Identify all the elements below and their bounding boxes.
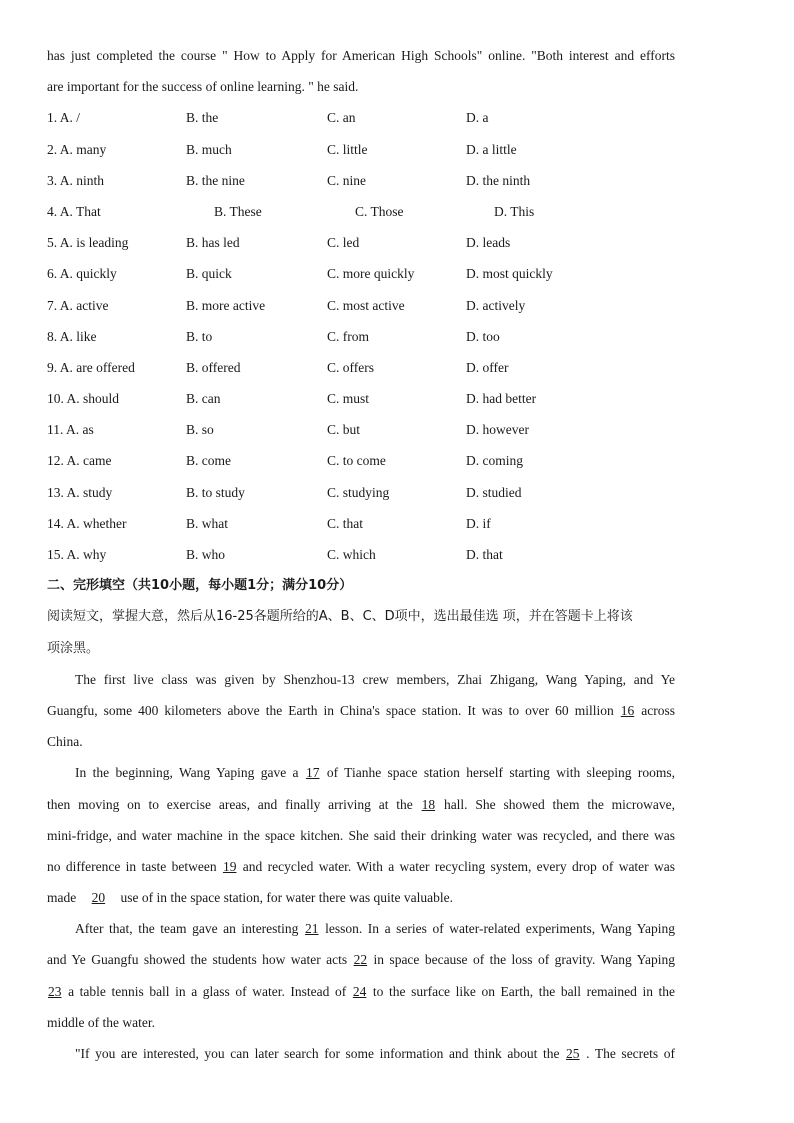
option-row-6	[47, 258, 675, 289]
option-row-7	[47, 290, 675, 321]
option-b: B. what	[186, 515, 228, 531]
option-a: 13. A. study	[47, 484, 113, 500]
option-a: 3. A. ninth	[47, 172, 105, 188]
document-page	[47, 40, 675, 1069]
option-a: 1. A. /	[47, 110, 81, 126]
option-a: 6. A. quickly	[47, 266, 117, 282]
option-b: B. can	[186, 391, 221, 407]
option-row-9	[47, 352, 675, 383]
option-a: 11. A. as	[47, 422, 94, 438]
option-c: C. nine	[327, 172, 366, 188]
option-d: D. too	[466, 328, 500, 344]
blank-20: 20	[91, 890, 106, 906]
option-d: D. most quickly	[466, 266, 553, 282]
option-row-15	[47, 539, 675, 570]
option-b: B. quick	[186, 266, 232, 282]
option-a: 10. A. should	[47, 391, 120, 407]
option-c: C. that	[327, 515, 363, 531]
passage-text: to the surface like on Earth, the ball remained in the	[372, 983, 675, 999]
passage-text: "If you are interested, you can later search for some information and think about the	[75, 1046, 560, 1061]
option-row-5	[47, 227, 675, 258]
passage-line	[47, 913, 675, 944]
options-list	[47, 102, 675, 570]
option-c: C. more quickly	[327, 266, 415, 282]
option-d: D. however	[466, 422, 529, 438]
option-b: B. the nine	[186, 172, 245, 188]
option-d: D. leads	[466, 235, 511, 251]
option-c: C. an	[327, 110, 356, 126]
option-d: D. had better	[466, 391, 537, 407]
option-row-12	[47, 445, 675, 476]
option-d: D. This	[494, 203, 535, 219]
option-row-1	[47, 102, 675, 133]
blank-18: 18	[421, 796, 436, 812]
option-d: D. offer	[466, 359, 509, 375]
option-d: D. coming	[466, 453, 523, 469]
section-instructions-line-2: 项涂黑。	[47, 640, 100, 656]
passage-line	[47, 944, 675, 975]
option-c: C. from	[327, 328, 369, 344]
option-d: D. that	[466, 547, 503, 562]
option-c: C. which	[327, 547, 376, 562]
passage-text: and Ye Guangfu showed the students how water acts	[47, 952, 348, 968]
option-d: D. a little	[466, 141, 517, 157]
option-c: C. most active	[327, 297, 405, 313]
blank-25: 25	[566, 1046, 580, 1061]
section-heading: 二、完形填空（共10小题，每小题1分；满分10分）	[47, 578, 353, 594]
option-b: B. These	[214, 203, 262, 219]
passage-text: lesson. In a series of water-related experiments, Wang Yaping	[325, 921, 675, 937]
blank-16: 16	[620, 702, 635, 718]
option-row-14	[47, 508, 675, 539]
option-c: C. to come	[327, 453, 386, 469]
option-b: B. the	[186, 110, 219, 126]
passage-text: in space because of the loss of gravity. Wang Yaping	[373, 952, 675, 968]
passage-text: then moving on to exercise areas, and finally arriving at the	[47, 796, 413, 812]
passage-text: made	[47, 890, 77, 906]
option-b: B. has led	[186, 235, 240, 251]
passage-text: In the beginning, Wang Yaping gave a	[75, 765, 299, 781]
passage-text: Guangfu, some 400 kilometers above the Earth in China's space station. It was to over 60 million	[47, 702, 614, 718]
passage-line	[47, 695, 675, 726]
option-d: D. actively	[466, 297, 526, 313]
option-d: D. the ninth	[466, 172, 531, 188]
passage-line	[47, 976, 675, 1007]
blank-23: 23	[48, 983, 62, 999]
passage-line: mini-fridge, and water machine in the space kitchen. She said their drinking water was recycled, and there was	[47, 827, 675, 843]
option-c: C. Those	[355, 203, 404, 219]
passage-line: middle of the water.	[47, 1014, 155, 1030]
passage-text: across	[641, 702, 675, 718]
option-a: 7. A. active	[47, 297, 109, 313]
blank-24: 24	[352, 983, 367, 999]
option-c: C. offers	[327, 359, 374, 375]
option-a: 8. A. like	[47, 328, 97, 344]
option-b: B. to study	[186, 484, 245, 500]
option-c: C. studying	[327, 484, 390, 500]
passage-text: hall. She showed them the microwave,	[443, 796, 675, 812]
passage-line	[47, 1038, 675, 1069]
option-b: B. more active	[186, 297, 266, 313]
passage-line: The first live class was given by Shenzhou-13 crew members, Zhai Zhigang, Wang Yaping, and Ye	[75, 671, 675, 687]
option-row-10	[47, 383, 675, 414]
option-a: 14. A. whether	[47, 515, 127, 531]
passage-text: . The secrets of	[586, 1046, 675, 1061]
passage-text: a table tennis ball in a glass of water. Instead of	[68, 983, 347, 999]
option-a: 12. A. came	[47, 453, 112, 469]
passage-line	[47, 789, 675, 820]
option-b: B. so	[186, 422, 214, 438]
option-a: 2. A. many	[47, 141, 107, 157]
option-b: B. who	[186, 547, 226, 562]
section-instructions-line-1: 阅读短文，掌握大意，然后从16-25各题所给的A、B、C、D项中，选出最佳选 项，并在答题卡上将该	[47, 609, 633, 625]
intro-line-1: has just completed the course " How to Apply for American High Schools" online. "Both interest and efforts	[47, 48, 675, 63]
option-b: B. come	[186, 453, 231, 469]
option-row-4	[47, 196, 675, 227]
option-c: C. but	[327, 422, 361, 438]
option-row-3	[47, 165, 675, 196]
option-a: 4. A. That	[47, 203, 101, 219]
option-c: C. led	[327, 235, 360, 251]
option-b: B. offered	[186, 359, 241, 375]
intro-line-2: are important for the success of online learning. " he said.	[47, 79, 359, 95]
blank-21: 21	[305, 921, 319, 937]
passage-text: After that, the team gave an interesting	[75, 921, 299, 937]
blank-22: 22	[353, 952, 368, 968]
option-row-13	[47, 477, 675, 508]
passage-text: no difference in taste between	[47, 858, 217, 874]
passage	[47, 664, 675, 1069]
passage-text: of Tianhe space station herself starting with sleeping rooms,	[326, 765, 675, 781]
option-row-11	[47, 414, 675, 445]
option-d: D. studied	[466, 484, 522, 500]
passage-line	[47, 851, 675, 882]
option-b: B. much	[186, 141, 232, 157]
option-d: D. a	[466, 110, 489, 126]
option-d: D. if	[466, 515, 491, 531]
option-a: 9. A. are offered	[47, 359, 135, 375]
passage-text: use of in the space station, for water there was quite valuable.	[120, 890, 454, 906]
passage-line	[47, 757, 675, 788]
option-row-8	[47, 321, 675, 352]
option-row-2	[47, 134, 675, 165]
passage-text: and recycled water. With a water recycling system, every drop of water was	[242, 858, 675, 874]
blank-17: 17	[305, 765, 320, 781]
option-c: C. must	[327, 391, 370, 407]
passage-line	[47, 882, 675, 913]
blank-19: 19	[222, 858, 237, 874]
passage-line: China.	[47, 734, 83, 750]
option-a: 15. A. why	[47, 547, 107, 562]
option-b: B. to	[186, 328, 213, 344]
option-c: C. little	[327, 141, 368, 157]
option-a: 5. A. is leading	[47, 235, 129, 251]
